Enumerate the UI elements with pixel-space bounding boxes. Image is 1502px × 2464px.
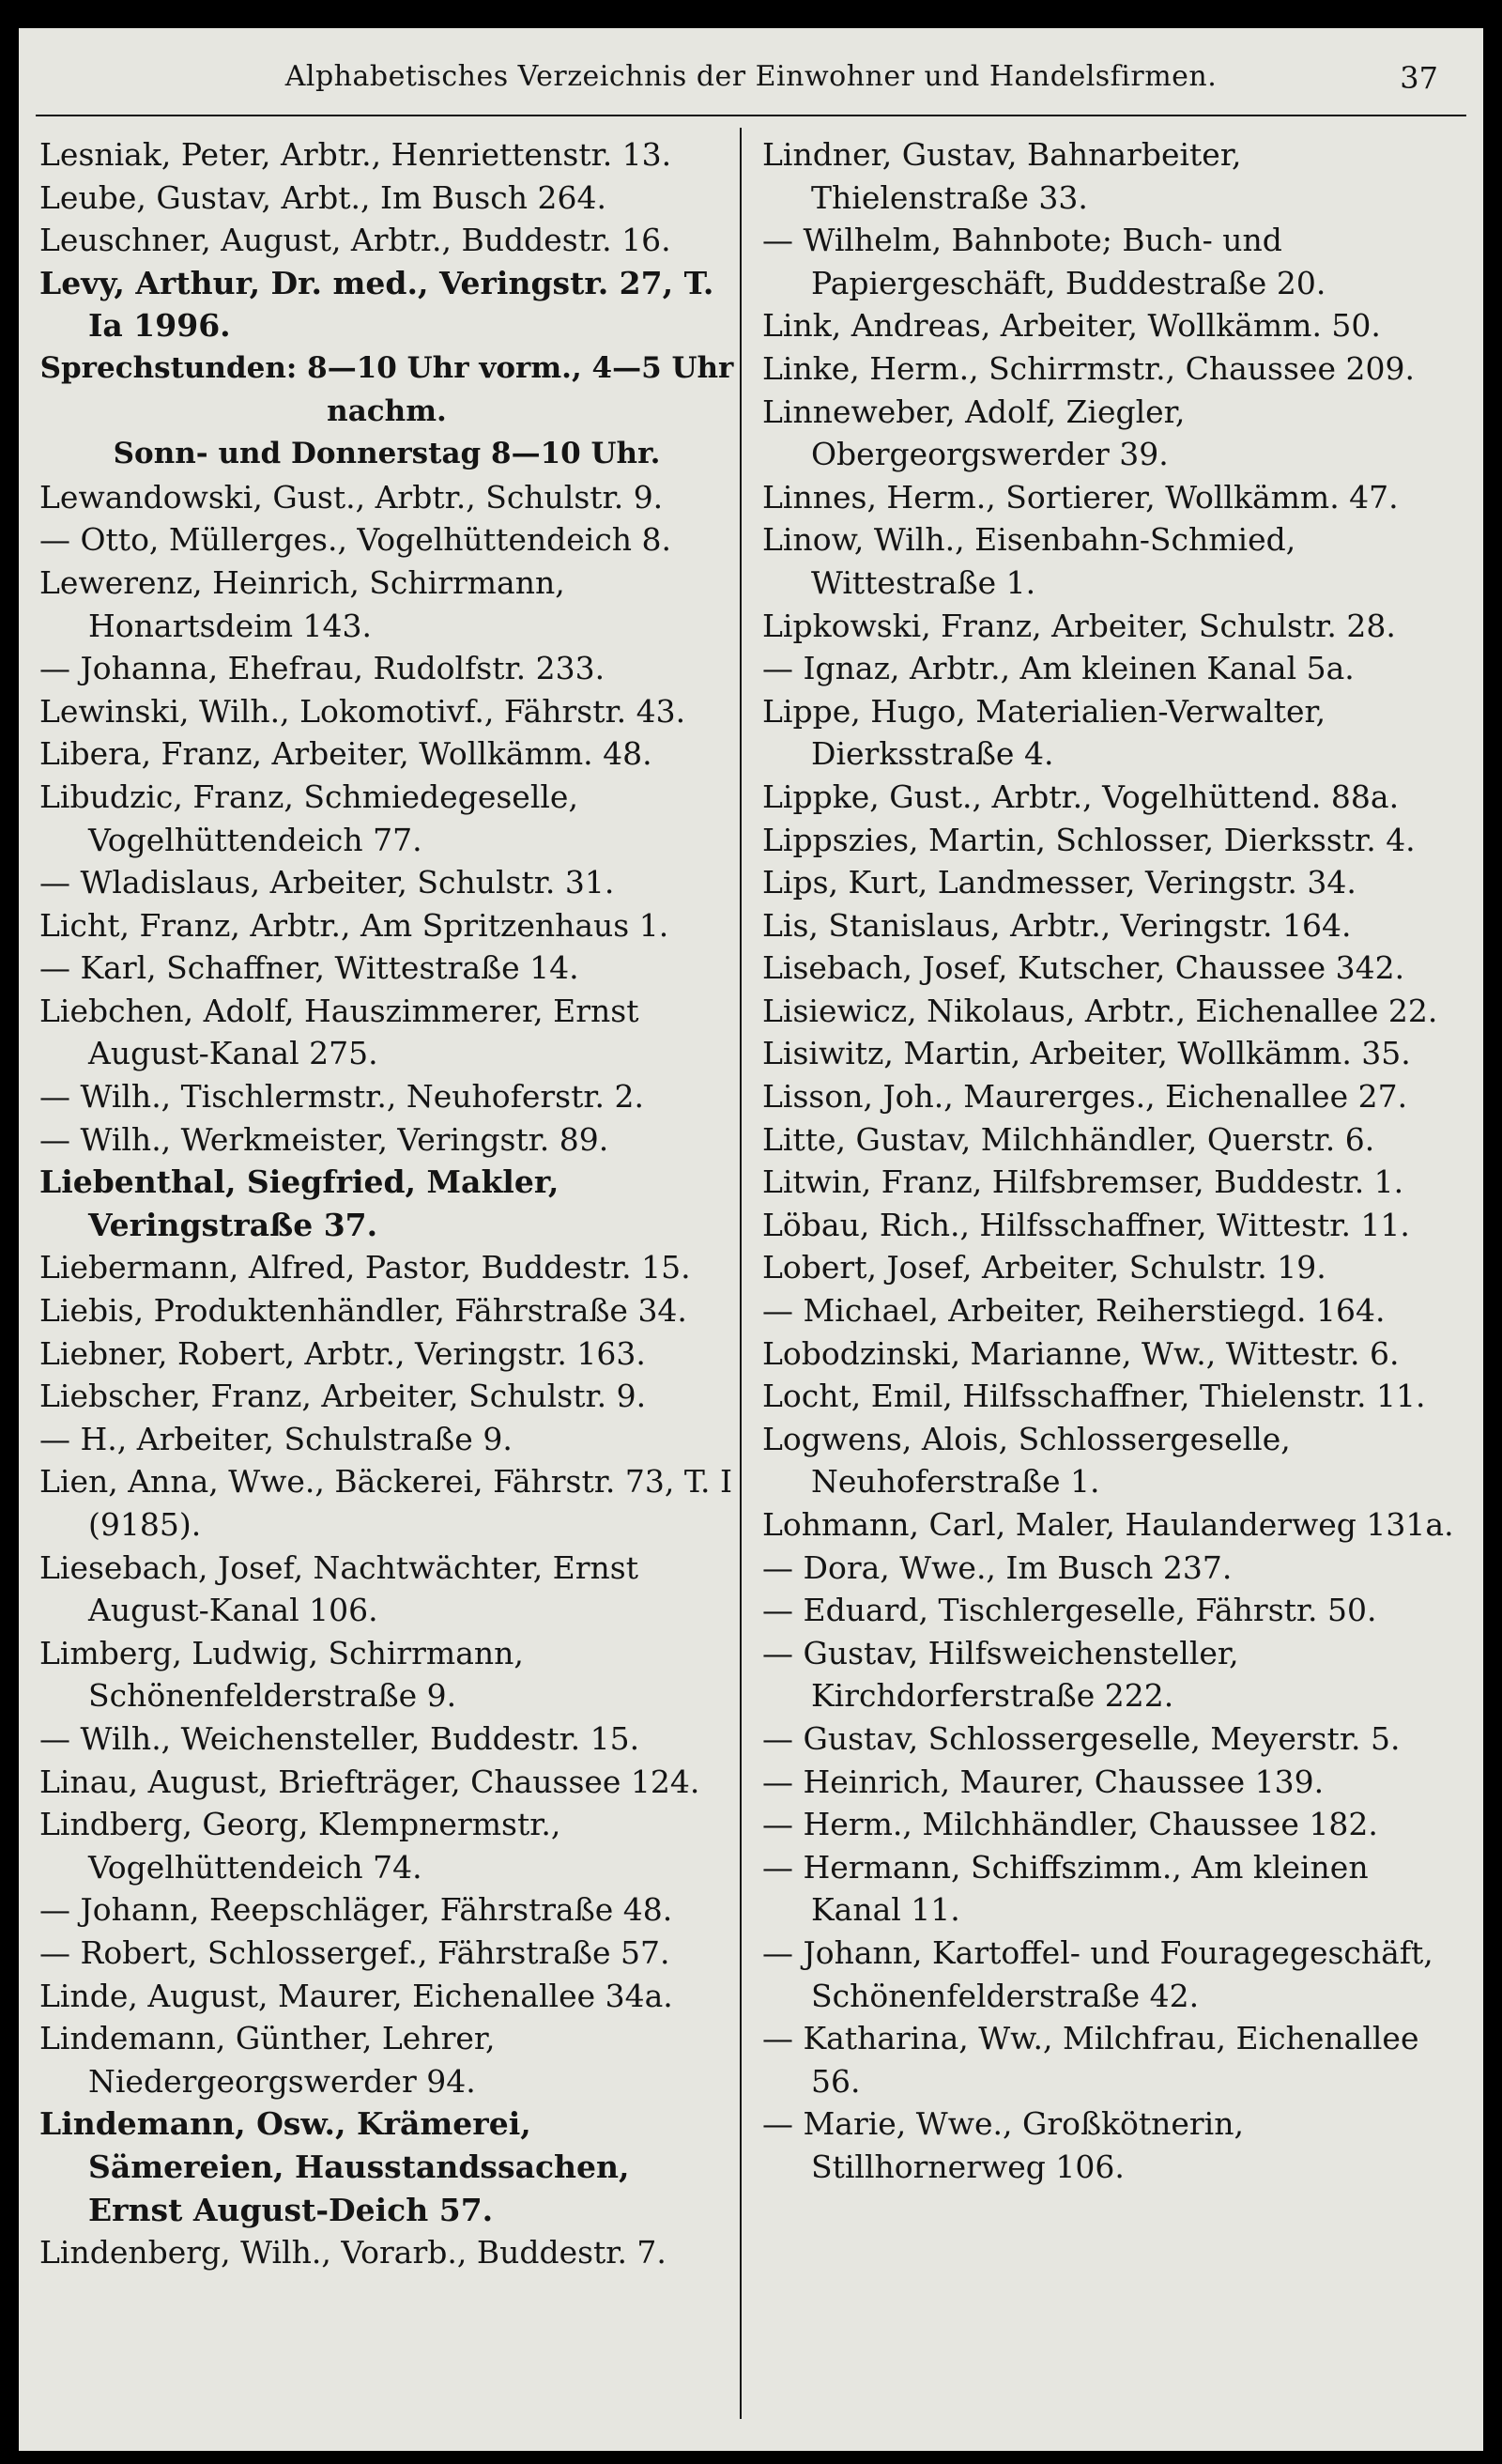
directory-entry: Lisiwitz, Martin, Arbeiter, Wollkämm. 35. xyxy=(762,1035,1411,1072)
directory-entry: Lewinski, Wilh., Lokomotivf., Fährstr. 43. xyxy=(39,692,686,730)
directory-entry: — Herm., Milchhändler, Chaussee 182. xyxy=(762,1806,1378,1843)
directory-entry: Liebner, Robert, Arbtr., Veringstr. 163. xyxy=(39,1334,646,1372)
directory-entry: Lisson, Joh., Maurerges., Eichenallee 27. xyxy=(762,1078,1408,1116)
directory-entry: — Gustav, Schlossergeselle, Meyerstr. 5. xyxy=(762,1719,1401,1757)
directory-entry: Linow, Wilh., Eisenbahn-Schmied, Wittestraße 1. xyxy=(762,521,1296,601)
directory-entry: Lippszies, Martin, Schlosser, Dierksstr. 4. xyxy=(762,821,1416,858)
directory-entry: Lewerenz, Heinrich, Schirrmann, Honartsdeim 143. xyxy=(39,563,565,644)
left-column xyxy=(39,133,734,2274)
directory-entry: Litte, Gustav, Milchhändler, Querstr. 6. xyxy=(762,1120,1375,1158)
directory-entry: Lippe, Hugo, Materialien-Verwalter, Dierksstraße 4. xyxy=(762,692,1326,773)
directory-entry: — Johann, Kartoffel- und Fouragegeschäft, Schönenfelderstraße 42. xyxy=(762,1933,1433,2014)
directory-entry: Lipkowski, Franz, Arbeiter, Schulstr. 28. xyxy=(762,607,1396,644)
directory-entry: Lisiewicz, Nikolaus, Arbtr., Eichenallee 22. xyxy=(762,992,1438,1029)
directory-entry: Leuschner, August, Arbtr., Buddestr. 16. xyxy=(39,222,671,259)
directory-entry: Lindner, Gustav, Bahnarbeiter, Thielenstraße 33. xyxy=(762,136,1242,216)
directory-entry: Sprechstunden: 8—10 Uhr vorm., 4—5 Uhr nachm. xyxy=(39,350,734,428)
page-number: 37 xyxy=(1400,60,1438,96)
directory-entry: — Eduard, Tischlergeselle, Fährstr. 50. xyxy=(762,1592,1377,1629)
column-divider xyxy=(740,128,742,2419)
directory-entry: Lobert, Josef, Arbeiter, Schulstr. 19. xyxy=(762,1249,1326,1286)
directory-entry: Licht, Franz, Arbtr., Am Spritzenhaus 1. xyxy=(39,906,669,944)
directory-entry: — Otto, Müllerges., Vogelhüttendeich 8. xyxy=(39,521,672,559)
directory-entry: Linde, August, Maurer, Eichenallee 34a. xyxy=(39,1977,673,2014)
page-title: Alphabetisches Verzeichnis der Einwohner und Handelsfirmen. xyxy=(284,60,1218,93)
directory-entry: Liesebach, Josef, Nachtwächter, Ernst August-Kanal 106. xyxy=(39,1548,638,1629)
directory-entry: Locht, Emil, Hilfsschaffner, Thielenstr. 11. xyxy=(762,1378,1426,1415)
directory-entry: Linneweber, Adolf, Ziegler, Obergeorgswerder 39. xyxy=(762,393,1186,473)
directory-entry: — Wilh., Tischlermstr., Neuhoferstr. 2. xyxy=(39,1078,644,1116)
directory-entry: Lesniak, Peter, Arbtr., Henriettenstr. 13. xyxy=(39,136,672,173)
directory-entry: Lindemann, Günther, Lehrer, Niedergeorgswerder 94. xyxy=(39,2020,496,2100)
directory-entry: — Dora, Wwe., Im Busch 237. xyxy=(762,1548,1233,1586)
directory-entry: Libudzic, Franz, Schmiedegeselle, Vogelhüttendeich 77. xyxy=(39,778,578,858)
directory-entry: — Katharina, Ww., Milchfrau, Eichenallee 56. xyxy=(762,2020,1419,2100)
directory-entry: Lindenberg, Wilh., Vorarb., Buddestr. 7. xyxy=(39,2234,667,2272)
directory-entry: — Robert, Schlossergef., Fährstraße 57. xyxy=(39,1933,670,1971)
directory-entry: Lohmann, Carl, Maler, Haulanderweg 131a. xyxy=(762,1506,1454,1543)
directory-entry: Lippke, Gust., Arbtr., Vogelhüttend. 88a. xyxy=(762,778,1400,815)
directory-entry: Linke, Herm., Schirrmstr., Chaussee 209. xyxy=(762,349,1415,387)
directory-entry: — Hermann, Schiffszimm., Am kleinen Kanal 11. xyxy=(762,1848,1369,1929)
directory-entry: — Karl, Schaffner, Wittestraße 14. xyxy=(39,949,579,987)
directory-entry: Linnes, Herm., Sortierer, Wollkämm. 47. xyxy=(762,478,1399,516)
right-column xyxy=(762,133,1457,2189)
directory-entry: — Ignaz, Arbtr., Am kleinen Kanal 5a. xyxy=(762,650,1355,687)
directory-entry: — Wilhelm, Bahnbote; Buch- und Papiergeschäft, Buddestraße 20. xyxy=(762,222,1326,301)
directory-entry: — Wilh., Weichensteller, Buddestr. 15. xyxy=(39,1719,640,1757)
directory-entry: — Heinrich, Maurer, Chaussee 139. xyxy=(762,1763,1325,1800)
directory-entry: Limberg, Ludwig, Schirrmann, Schönenfelderstraße 9. xyxy=(39,1634,524,1715)
directory-entry: Lewandowski, Gust., Arbtr., Schulstr. 9. xyxy=(39,478,664,516)
page-header xyxy=(19,28,1483,113)
directory-entry: Sonn- und Donnerstag 8—10 Uhr. xyxy=(113,437,661,471)
header-rule xyxy=(36,115,1466,116)
directory-entry: Link, Andreas, Arbeiter, Wollkämm. 50. xyxy=(762,307,1381,345)
directory-entry: Liebchen, Adolf, Hauszimmerer, Ernst August-Kanal 275. xyxy=(39,992,639,1072)
directory-entry: — Wilh., Werkmeister, Veringstr. 89. xyxy=(39,1120,609,1158)
directory-entry: Logwens, Alois, Schlossergeselle, Neuhoferstraße 1. xyxy=(762,1420,1291,1501)
directory-entry: Linau, August, Briefträger, Chaussee 124. xyxy=(39,1763,700,1800)
directory-entry: Löbau, Rich., Hilfsschaffner, Wittestr. 11. xyxy=(762,1206,1410,1243)
directory-entry: Lien, Anna, Wwe., Bäckerei, Fährstr. 73, T. I (9185). xyxy=(39,1463,732,1543)
directory-entry: Litwin, Franz, Hilfsbremser, Buddestr. 1. xyxy=(762,1163,1404,1201)
directory-entry: — Johann, Reepschläger, Fährstraße 48. xyxy=(39,1891,673,1929)
directory-entry: — Michael, Arbeiter, Reiherstiegd. 164. xyxy=(762,1292,1386,1330)
directory-entry: Lisebach, Josef, Kutscher, Chaussee 342. xyxy=(762,949,1405,987)
directory-entry: Lis, Stanislaus, Arbtr., Veringstr. 164. xyxy=(762,906,1352,944)
directory-entry: — Marie, Wwe., Großkötnerin, Stillhornerweg 106. xyxy=(762,2105,1244,2185)
directory-entry: Libera, Franz, Arbeiter, Wollkämm. 48. xyxy=(39,735,652,773)
directory-entry: — H., Arbeiter, Schulstraße 9. xyxy=(39,1420,513,1457)
directory-entry: Liebscher, Franz, Arbeiter, Schulstr. 9. xyxy=(39,1378,647,1415)
directory-entry: — Wladislaus, Arbeiter, Schulstr. 31. xyxy=(39,864,615,901)
directory-entry: Liebermann, Alfred, Pastor, Buddestr. 15. xyxy=(39,1249,691,1286)
directory-entry: Lindemann, Osw., Krämerei, Sämereien, Hausstandssachen, Ernst August-Deich 57. xyxy=(39,2105,630,2228)
directory-entry: Liebenthal, Siegfried, Makler, Veringstraße 37. xyxy=(39,1163,559,1243)
directory-entry: Lindberg, Georg, Klempnermstr., Vogelhüttendeich 74. xyxy=(39,1806,561,1886)
directory-entry: — Johanna, Ehefrau, Rudolfstr. 233. xyxy=(39,650,605,687)
directory-entry: Lips, Kurt, Landmesser, Veringstr. 34. xyxy=(762,864,1356,901)
directory-entry: — Gustav, Hilfsweichensteller, Kirchdorferstraße 222. xyxy=(762,1634,1239,1715)
directory-entry: Leube, Gustav, Arbt., Im Busch 264. xyxy=(39,178,606,216)
directory-entry: Levy, Arthur, Dr. med., Veringstr. 27, T. Ia 1996. xyxy=(39,264,714,345)
directory-entry: Lobodzinski, Marianne, Ww., Wittestr. 6. xyxy=(762,1334,1400,1372)
directory-entry: Liebis, Produktenhändler, Fährstraße 34. xyxy=(39,1292,687,1330)
directory-page xyxy=(19,28,1483,2451)
